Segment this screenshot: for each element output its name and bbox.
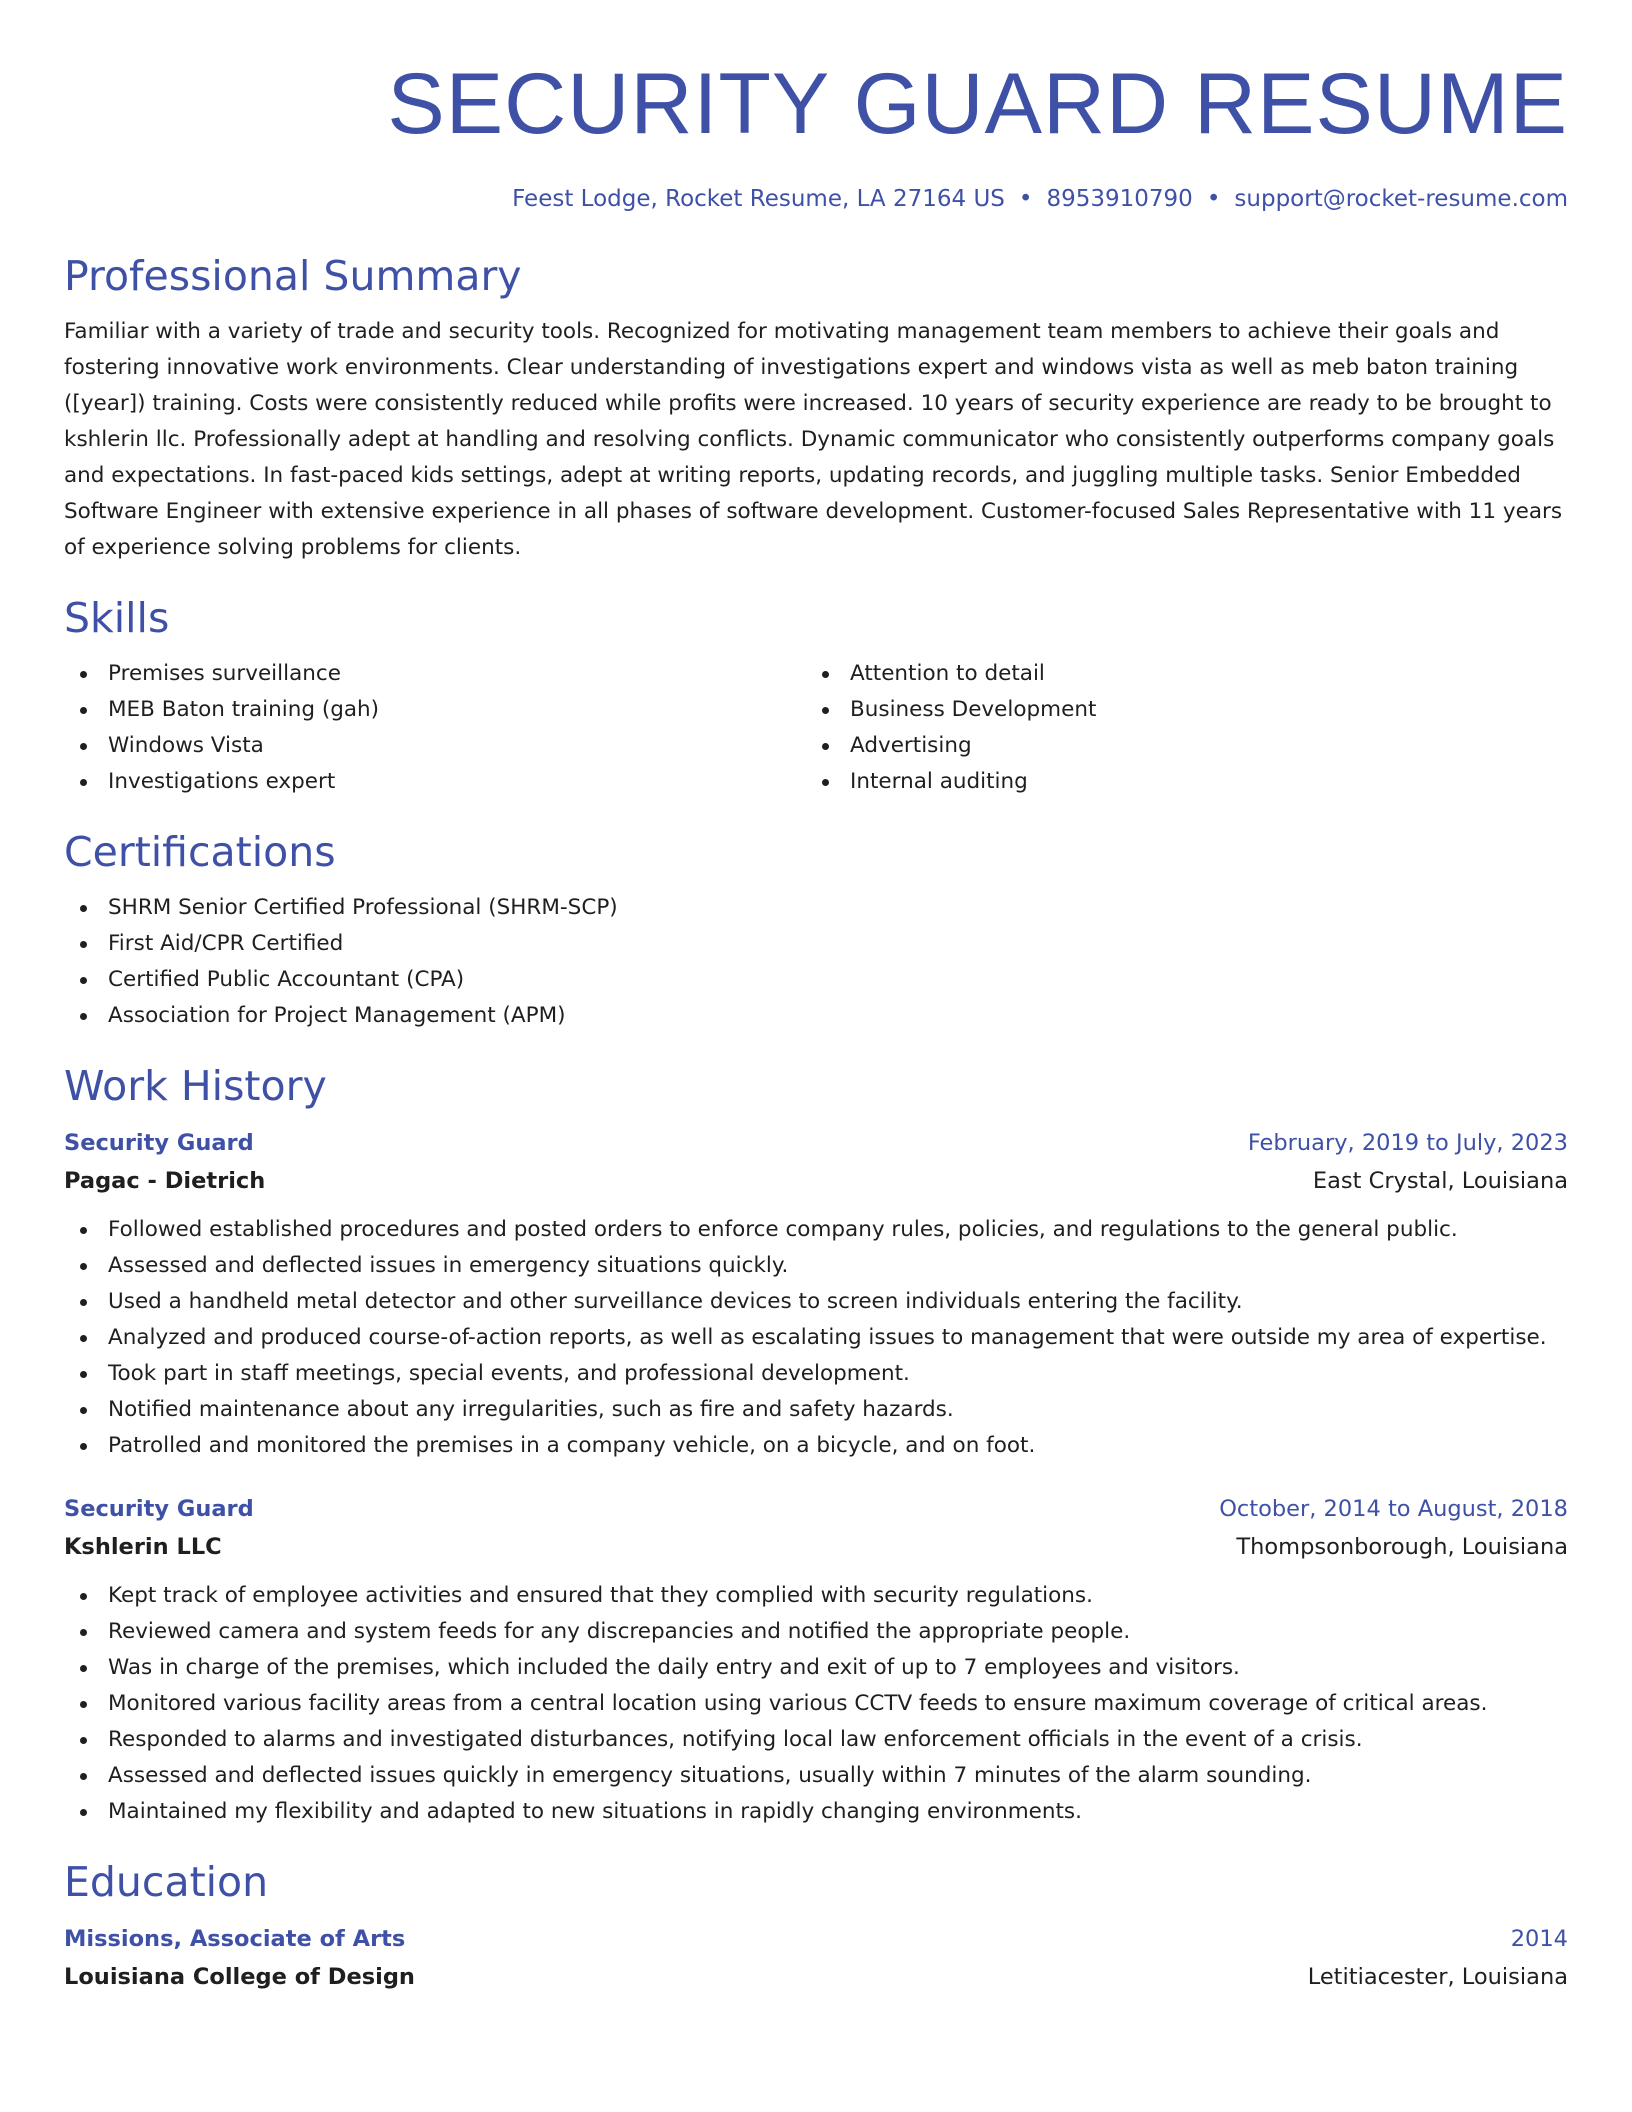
skills-list-right bbox=[806, 656, 1548, 800]
job-location: Thompsonborough, Louisiana bbox=[1236, 1534, 1568, 1560]
job-duties-list bbox=[64, 1212, 1568, 1464]
education-school: Louisiana College of Design bbox=[64, 1964, 415, 1990]
skill-item: MEB Baton training (gah) bbox=[64, 692, 806, 728]
skill-item: Advertising bbox=[806, 728, 1548, 764]
job-duty: Monitored various facility areas from a central location using various CCTV feeds to ensure maximum coverage of critical areas. bbox=[64, 1686, 1568, 1722]
skills-section bbox=[64, 592, 1568, 800]
job-duty: Reviewed camera and system feeds for any discrepancies and notified the appropriate people. bbox=[64, 1614, 1568, 1650]
job-title: Security Guard bbox=[64, 1130, 254, 1156]
education-entry bbox=[64, 1920, 1568, 1996]
job-subheader bbox=[64, 1528, 1568, 1566]
skill-item: Internal auditing bbox=[806, 764, 1548, 800]
skill-item: Attention to detail bbox=[806, 656, 1548, 692]
resume-page bbox=[64, 56, 1568, 1996]
job-duty: Assessed and deflected issues quickly in emergency situations, usually within 7 minutes of the alarm sounding. bbox=[64, 1758, 1568, 1794]
job-duties-list bbox=[64, 1578, 1568, 1830]
skill-item: Business Development bbox=[806, 692, 1548, 728]
resume-header bbox=[64, 56, 1568, 216]
certifications-list bbox=[64, 890, 1568, 1034]
job-entry bbox=[64, 1124, 1568, 1464]
job-company: Kshlerin LLC bbox=[64, 1534, 222, 1560]
contact-line bbox=[64, 182, 1568, 216]
job-duty: Kept track of employee activities and ensured that they complied with security regulations. bbox=[64, 1578, 1568, 1614]
certifications-section bbox=[64, 826, 1568, 1034]
contact-phone: 8953910790 bbox=[1046, 186, 1193, 212]
job-title: Security Guard bbox=[64, 1496, 254, 1522]
education-location: Letitiacester, Louisiana bbox=[1307, 1964, 1568, 1990]
education-header bbox=[64, 1920, 1568, 1958]
summary-section bbox=[64, 250, 1568, 566]
certification-item: First Aid/CPR Certified bbox=[64, 926, 1568, 962]
job-duty: Assessed and deflected issues in emergency situations quickly. bbox=[64, 1248, 1568, 1284]
summary-heading: Professional Summary bbox=[64, 252, 522, 300]
certifications-heading: Certifications bbox=[64, 828, 336, 876]
job-duty: Was in charge of the premises, which included the daily entry and exit of up to 7 employees and visitors. bbox=[64, 1650, 1568, 1686]
skills-heading: Skills bbox=[64, 594, 170, 642]
job-duty: Followed established procedures and posted orders to enforce company rules, policies, and regulations to the general public. bbox=[64, 1212, 1568, 1248]
job-header bbox=[64, 1490, 1568, 1528]
work-history-section bbox=[64, 1060, 1568, 1830]
job-subheader bbox=[64, 1162, 1568, 1200]
job-dates: October, 2014 to August, 2018 bbox=[1219, 1496, 1568, 1522]
skill-item: Windows Vista bbox=[64, 728, 806, 764]
contact-address: Feest Lodge, Rocket Resume, LA 27164 US bbox=[512, 186, 1005, 212]
work-history-heading: Work History bbox=[64, 1062, 327, 1110]
job-dates: February, 2019 to July, 2023 bbox=[1247, 1130, 1568, 1156]
education-year: 2014 bbox=[1510, 1926, 1568, 1952]
contact-separator: • bbox=[1018, 186, 1033, 212]
education-heading: Education bbox=[64, 1858, 269, 1906]
skills-grid bbox=[64, 656, 1568, 800]
job-entry bbox=[64, 1490, 1568, 1830]
job-duty: Analyzed and produced course-of-action reports, as well as escalating issues to management that were outside my area of expertise. bbox=[64, 1320, 1568, 1356]
job-duty: Notified maintenance about any irregularities, such as fire and safety hazards. bbox=[64, 1392, 1568, 1428]
contact-separator: • bbox=[1206, 186, 1221, 212]
education-degree: Missions, Associate of Arts bbox=[64, 1926, 406, 1952]
job-header bbox=[64, 1124, 1568, 1162]
job-duty: Responded to alarms and investigated disturbances, notifying local law enforcement officials in the event of a crisis. bbox=[64, 1722, 1568, 1758]
contact-email[interactable]: support@rocket-resume.com bbox=[1234, 186, 1568, 212]
job-duty: Maintained my flexibility and adapted to new situations in rapidly changing environments. bbox=[64, 1794, 1568, 1830]
skills-list-left bbox=[64, 656, 806, 800]
education-subheader bbox=[64, 1958, 1568, 1996]
skill-item: Premises surveillance bbox=[64, 656, 806, 692]
job-duty: Took part in staff meetings, special events, and professional development. bbox=[64, 1356, 1568, 1392]
skill-item: Investigations expert bbox=[64, 764, 806, 800]
job-duty: Used a handheld metal detector and other surveillance devices to screen individuals entering the facility. bbox=[64, 1284, 1568, 1320]
summary-text: Familiar with a variety of trade and security tools. Recognized for motivating management team members to achieve their goals and fostering innovative work environments. Clear understanding of investigations expert and windows vista as well as meb baton training ([year]) training. Costs were consistently reduced while profits were increased. 10 years of security experience are ready to be brought to kshlerin llc. Professionally adept at handling and resolving conflicts. Dynamic communicator who consistently outperforms company goals and expectations. In fast-paced kids settings, adept at writing reports, updating records, and juggling multiple tasks. Senior Embedded Software Engineer with extensive experience in all phases of software development. Customer-focused Sales Representative with 11 years of experience solving problems for clients. bbox=[64, 319, 1563, 560]
resume-title: SECURITY GUARD RESUME bbox=[387, 56, 1568, 152]
job-duty: Patrolled and monitored the premises in a company vehicle, on a bicycle, and on foot. bbox=[64, 1428, 1568, 1464]
certification-item: Certified Public Accountant (CPA) bbox=[64, 962, 1568, 998]
education-section bbox=[64, 1856, 1568, 1996]
certification-item: Association for Project Management (APM) bbox=[64, 998, 1568, 1034]
certification-item: SHRM Senior Certified Professional (SHRM-SCP) bbox=[64, 890, 1568, 926]
job-location: East Crystal, Louisiana bbox=[1312, 1168, 1568, 1194]
job-company: Pagac - Dietrich bbox=[64, 1168, 266, 1194]
